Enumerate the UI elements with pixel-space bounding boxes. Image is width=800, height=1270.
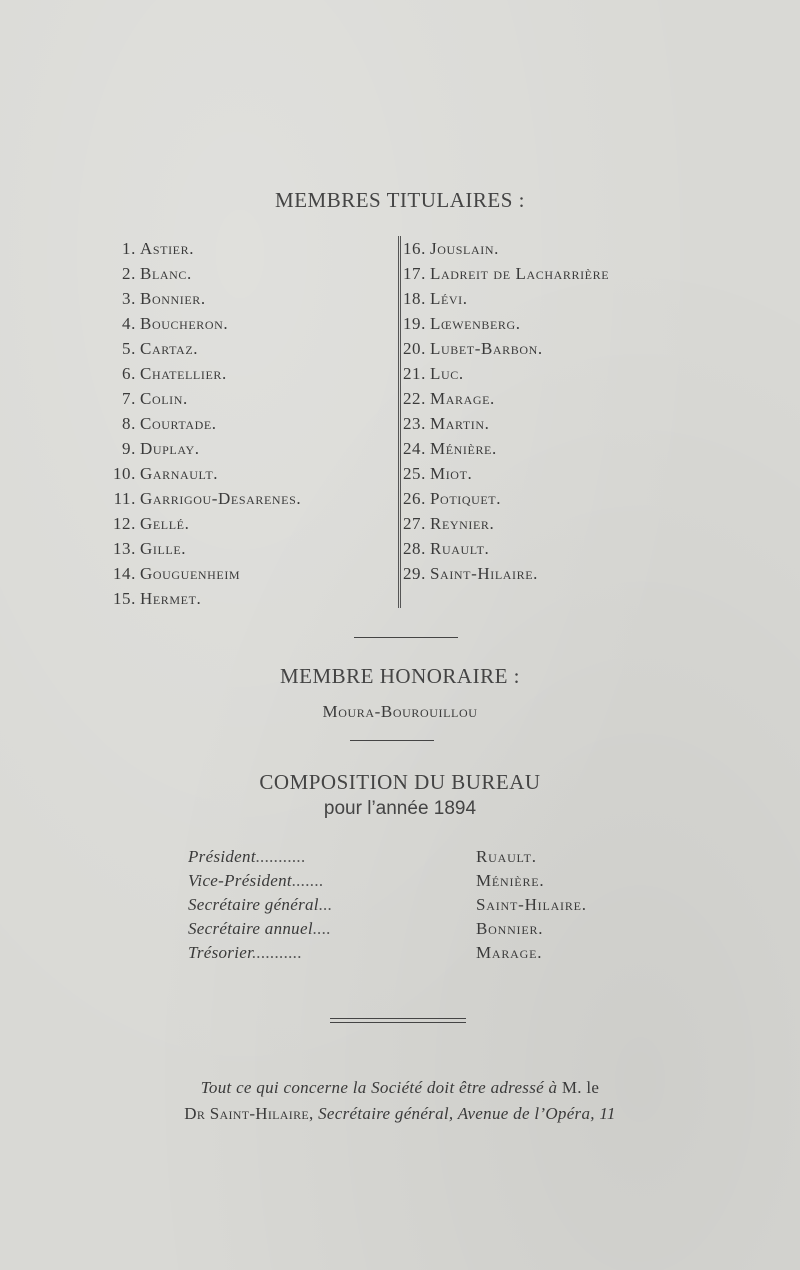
member-item (100, 511, 301, 536)
member-name: Courtade. (140, 414, 217, 433)
footer-secretary-name: Dr Saint-Hilaire, (184, 1104, 314, 1123)
member-item (100, 486, 301, 511)
section-divider (350, 740, 434, 741)
footer-line-2 (0, 1104, 800, 1124)
member-name: Blanc. (140, 264, 192, 283)
bureau-role-label: Trésorier (188, 943, 253, 962)
bureau-role (188, 917, 402, 941)
member-item (100, 286, 301, 311)
bureau-leader-dots: ... (318, 895, 333, 914)
member-name: Colin. (140, 389, 188, 408)
member-number: 23. (402, 414, 426, 433)
member-number: 11. (113, 489, 136, 508)
bureau-leader-dots: ........... (255, 847, 306, 866)
footer-notice: Tout ce qui concerne la Société doit être adressé à (200, 1078, 558, 1097)
member-item (100, 261, 301, 286)
member-number: 4. (122, 314, 136, 333)
member-item (396, 236, 609, 261)
titulaires-left-column (100, 236, 301, 611)
bureau-role-label: Secrétaire général (188, 895, 319, 914)
member-number: 27. (402, 514, 426, 533)
member-item (396, 386, 609, 411)
member-item (396, 486, 609, 511)
member-item (396, 561, 609, 586)
bureau-holder: Marage. (476, 943, 543, 962)
member-name: Cartaz. (140, 339, 199, 358)
bureau-row (188, 941, 648, 965)
member-name: Lœwenberg. (430, 314, 521, 333)
member-item (100, 361, 301, 386)
member-number: 15. (112, 589, 136, 608)
member-number: 14. (112, 564, 136, 583)
member-number: 19. (402, 314, 426, 333)
bureau-list (188, 845, 648, 965)
double-rule-top (330, 1018, 466, 1019)
member-number: 3. (122, 289, 136, 308)
bureau-holder: Ruault. (476, 847, 537, 866)
member-name: Ruault. (430, 539, 490, 558)
member-name: Ladreit de Lacharrière (430, 264, 610, 283)
member-item (100, 386, 301, 411)
member-number: 16. (402, 239, 426, 258)
bureau-holder: Saint-Hilaire. (476, 895, 587, 914)
bureau-subtitle: pour l’année 1894 (323, 798, 477, 819)
section-divider (354, 637, 458, 638)
member-item (100, 336, 301, 361)
member-number: 18. (402, 289, 426, 308)
member-name: Jouslain. (430, 239, 499, 258)
member-number: 1. (122, 239, 136, 258)
footer-line-1 (0, 1078, 800, 1098)
member-name: Bonnier. (140, 289, 206, 308)
member-number: 10. (112, 464, 136, 483)
member-name: Gellé. (140, 514, 190, 533)
member-number: 6. (122, 364, 136, 383)
member-number: 24. (402, 439, 426, 458)
bureau-role (188, 845, 402, 869)
member-number: 25. (402, 464, 426, 483)
member-item (100, 586, 301, 611)
member-name: Gouguenheim (140, 564, 241, 583)
member-name: Potiquet. (430, 489, 502, 508)
member-item (100, 461, 301, 486)
member-name: Marage. (430, 389, 495, 408)
member-number: 20. (402, 339, 426, 358)
member-name: Miot. (430, 464, 473, 483)
member-item (100, 236, 301, 261)
footer-addressee: M. le (557, 1078, 600, 1097)
bureau-row (188, 869, 648, 893)
member-item (100, 561, 301, 586)
member-item (100, 411, 301, 436)
member-item (396, 311, 609, 336)
honoraire-heading: MEMBRE HONORAIRE : (279, 664, 520, 688)
member-name: Lévi. (430, 289, 468, 308)
member-number: 8. (122, 414, 136, 433)
footer-address: Secrétaire général, Avenue de l’Opéra, 11 (313, 1104, 616, 1123)
member-name: Gille. (140, 539, 187, 558)
member-name: Chatellier. (140, 364, 227, 383)
member-name: Boucheron. (140, 314, 229, 333)
member-item (100, 436, 301, 461)
bureau-role-label: Secrétaire annuel (188, 919, 313, 938)
double-rule-bottom (330, 1022, 466, 1023)
member-item (396, 436, 609, 461)
member-name: Duplay. (140, 439, 200, 458)
bureau-role (188, 893, 402, 917)
member-name: Astier. (140, 239, 195, 258)
member-number: 12. (112, 514, 136, 533)
member-number: 26. (402, 489, 426, 508)
bureau-role-label: Vice-Président (188, 871, 292, 890)
member-item (396, 336, 609, 361)
member-number: 9. (122, 439, 136, 458)
bureau-row (188, 845, 648, 869)
bureau-leader-dots: ....... (291, 871, 324, 890)
bureau-role (188, 869, 402, 893)
member-item (396, 261, 609, 286)
member-name: Hermet. (140, 589, 202, 608)
member-item (396, 511, 609, 536)
bureau-role-label: Président (188, 847, 256, 866)
member-name: Lubet-Barbon. (430, 339, 543, 358)
titulaires-right-column (396, 236, 609, 586)
bureau-leader-dots: ........... (252, 943, 303, 962)
titulaires-heading: MEMBRES TITULAIRES : (275, 188, 525, 212)
bureau-row (188, 917, 648, 941)
member-item (100, 311, 301, 336)
member-item (396, 536, 609, 561)
member-name: Saint-Hilaire. (430, 564, 539, 583)
member-number: 2. (122, 264, 136, 283)
member-number: 17. (402, 264, 426, 283)
member-item (100, 536, 301, 561)
member-number: 7. (122, 389, 136, 408)
member-item (396, 461, 609, 486)
member-number: 29. (402, 564, 426, 583)
member-item (396, 286, 609, 311)
bureau-role (188, 941, 402, 965)
member-name: Garrigou-Desarenes. (140, 489, 302, 508)
bureau-row (188, 893, 648, 917)
honoraire-name: Moura-Bourouillou (322, 702, 478, 721)
member-number: 28. (402, 539, 426, 558)
bureau-holder: Bonnier. (476, 919, 544, 938)
member-name: Martin. (430, 414, 490, 433)
member-name: Luc. (430, 364, 464, 383)
member-name: Reynier. (430, 514, 495, 533)
member-item (396, 361, 609, 386)
member-number: 22. (402, 389, 426, 408)
member-name: Ménière. (430, 439, 497, 458)
member-name: Garnault. (140, 464, 219, 483)
member-number: 21. (402, 364, 426, 383)
bureau-leader-dots: .... (312, 919, 332, 938)
bureau-holder: Ménière. (476, 871, 545, 890)
bureau-heading: COMPOSITION DU BUREAU (259, 770, 541, 794)
member-item (396, 411, 609, 436)
member-number: 5. (122, 339, 136, 358)
member-number: 13. (112, 539, 136, 558)
